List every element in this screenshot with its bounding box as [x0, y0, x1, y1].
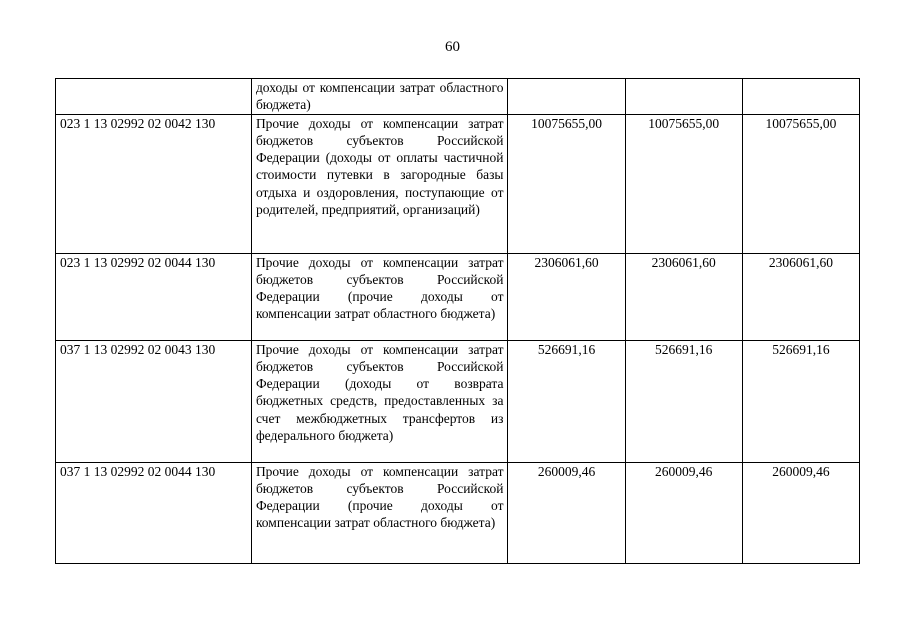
- table-row-continued: [56, 79, 860, 115]
- budget-code-cell: 023 1 13 02992 02 0042 130: [56, 114, 252, 253]
- amount-cell-2: [625, 79, 742, 115]
- amount-cell-1: 10075655,00: [508, 114, 625, 253]
- amount-cell-1: 526691,16: [508, 340, 625, 462]
- table-row: [56, 114, 860, 253]
- description-cell: Прочие доходы от компенсации затрат бюджетов субъектов Российской Федерации (прочие доходы от компенсации затрат областного бюджета): [251, 253, 508, 340]
- amount-cell-3: 10075655,00: [742, 114, 859, 253]
- amount-cell-1: 260009,46: [508, 462, 625, 563]
- description-cell: Прочие доходы от компенсации затрат бюджетов субъектов Российской Федерации (прочие доходы от компенсации затрат областного бюджета): [251, 462, 508, 563]
- amount-cell-1: 2306061,60: [508, 253, 625, 340]
- description-cell: доходы от компенсации затрат областного бюджета): [251, 79, 508, 115]
- budget-code-cell: 023 1 13 02992 02 0044 130: [56, 253, 252, 340]
- amount-cell-2: 2306061,60: [625, 253, 742, 340]
- amount-cell-2: 10075655,00: [625, 114, 742, 253]
- amount-cell-3: 2306061,60: [742, 253, 859, 340]
- description-cell: Прочие доходы от компенсации затрат бюджетов субъектов Российской Федерации (доходы от возврата бюджетных средств, предоставленных за счет межбюджетных трансфертов из федерального бюджета): [251, 340, 508, 462]
- table-row: [56, 340, 860, 462]
- budget-code-cell: 037 1 13 02992 02 0044 130: [56, 462, 252, 563]
- amount-cell-3: 526691,16: [742, 340, 859, 462]
- amount-cell-3: [742, 79, 859, 115]
- budget-income-table: [55, 78, 860, 564]
- budget-code-cell: [56, 79, 252, 115]
- description-cell: Прочие доходы от компенсации затрат бюджетов субъектов Российской Федерации (доходы от оплаты частичной стоимости путевки в загородные базы отдыха и оздоровления, поступающие от родителей, предприятий, организаций): [251, 114, 508, 253]
- amount-cell-1: [508, 79, 625, 115]
- amount-cell-2: 260009,46: [625, 462, 742, 563]
- page-number: 60: [445, 39, 460, 55]
- budget-code-cell: 037 1 13 02992 02 0043 130: [56, 340, 252, 462]
- amount-cell-2: 526691,16: [625, 340, 742, 462]
- table-row: [56, 462, 860, 563]
- table-row: [56, 253, 860, 340]
- amount-cell-3: 260009,46: [742, 462, 859, 563]
